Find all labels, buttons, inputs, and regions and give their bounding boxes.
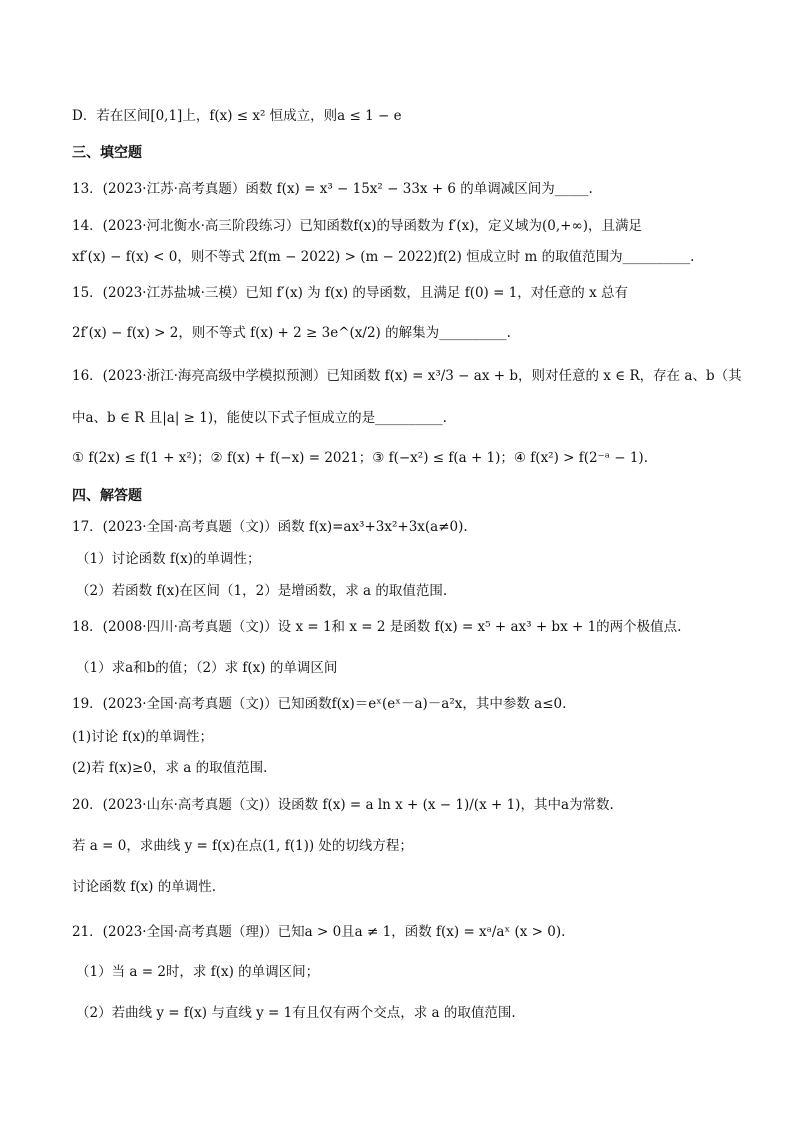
- question-17: 17．(2023·全国·高考真题（文)）函数 f(x)=ax³+3x²+3x(a≠0).: [72, 519, 468, 535]
- question-21-part-2: （2）若曲线 y = f(x) 与直线 y = 1有且仅有两个交点，求 a 的取值范围.: [76, 1005, 516, 1021]
- section-heading-solutions: 四、解答题: [72, 488, 142, 504]
- question-20-part-1: 若 a = 0，求曲线 y = f(x)在点(1, f(1)) 处的切线方程；: [72, 838, 413, 854]
- question-21-part-1: （1）当 a = 2时，求 f(x) 的单调区间；: [76, 964, 320, 980]
- question-17-part-1: （1）讨论函数 f(x)的单调性；: [76, 551, 261, 567]
- question-19-part-1: (1)讨论 f(x)的单调性；: [72, 729, 214, 745]
- question-17-part-2: （2）若函数 f(x)在区间（1，2）是增函数，求 a 的取值范围.: [76, 583, 448, 599]
- question-16-line-2: 中a、b ∈ R 且|a| ≥ 1)，能使以下式子恒成立的是__________.: [72, 410, 447, 426]
- question-16-options: ① f(2x) ≤ f(1 + x²)；② f(x) + f(−x) = 2021；③ f(−x²) ≤ f(a + 1)；④ f(x²) > f(2⁻ᵃ − 1).: [72, 450, 648, 466]
- question-18-parts: （1）求a和b的值；（2）求 f(x) 的单调区间: [76, 660, 338, 676]
- section-heading-fill-in: 三、填空题: [72, 145, 142, 161]
- question-19-part-2: (2)若 f(x)≥0，求 a 的取值范围.: [72, 760, 268, 776]
- question-20-part-2: 讨论函数 f(x) 的单调性.: [72, 879, 217, 895]
- option-d: D．若在区间[0,1]上，f(x) ≤ x² 恒成立，则a ≤ 1 − e: [72, 108, 402, 124]
- question-14-line-2: xf′(x) − f(x) < 0，则不等式 2f(m − 2022) > (m − 2022)f(2) 恒成立时 m 的取值范围为__________.: [72, 249, 695, 265]
- question-15-line-2: 2f′(x) − f(x) > 2，则不等式 f(x) + 2 ≥ 3e^(x/2) 的解集为__________.: [72, 325, 511, 341]
- question-16-line-1: 16．(2023·浙江·海亮高级中学模拟预测）已知函数 f(x) = x³/3 − ax + b，则对任意的 x ∈ R，存在 a、b（其: [72, 368, 742, 384]
- question-13: 13．(2023·江苏·高考真题）函数 f(x) = x³ − 15x² − 33x + 6 的单调减区间为_____.: [72, 181, 593, 197]
- question-20: 20．(2023·山东·高考真题（文)）设函数 f(x) = a ln x + (x − 1)/(x + 1)，其中a为常数.: [72, 797, 614, 813]
- question-21: 21．(2023·全国·高考真题（理)）已知a > 0且a ≠ 1，函数 f(x) = xᵃ/aˣ (x > 0).: [72, 924, 566, 940]
- question-15-line-1: 15．(2023·江苏盐城·三模）已知 f′(x) 为 f(x) 的导函数，且满足 f(0) = 1，对任意的 x 总有: [72, 285, 628, 301]
- question-18: 18．(2008·四川·高考真题（文)）设 x = 1和 x = 2 是函数 f(x) = x⁵ + ax³ + bx + 1的两个极值点.: [72, 619, 682, 635]
- question-19: 19．(2023·全国·高考真题（文)）已知函数f(x)＝eˣ(eˣ－a)－a²x，其中参数 a≤0.: [72, 696, 567, 712]
- question-14-line-1: 14．(2023·河北衡水·高三阶段练习）已知函数f(x)的导函数为 f′(x)，定义域为(0,+∞)，且满足: [72, 218, 642, 234]
